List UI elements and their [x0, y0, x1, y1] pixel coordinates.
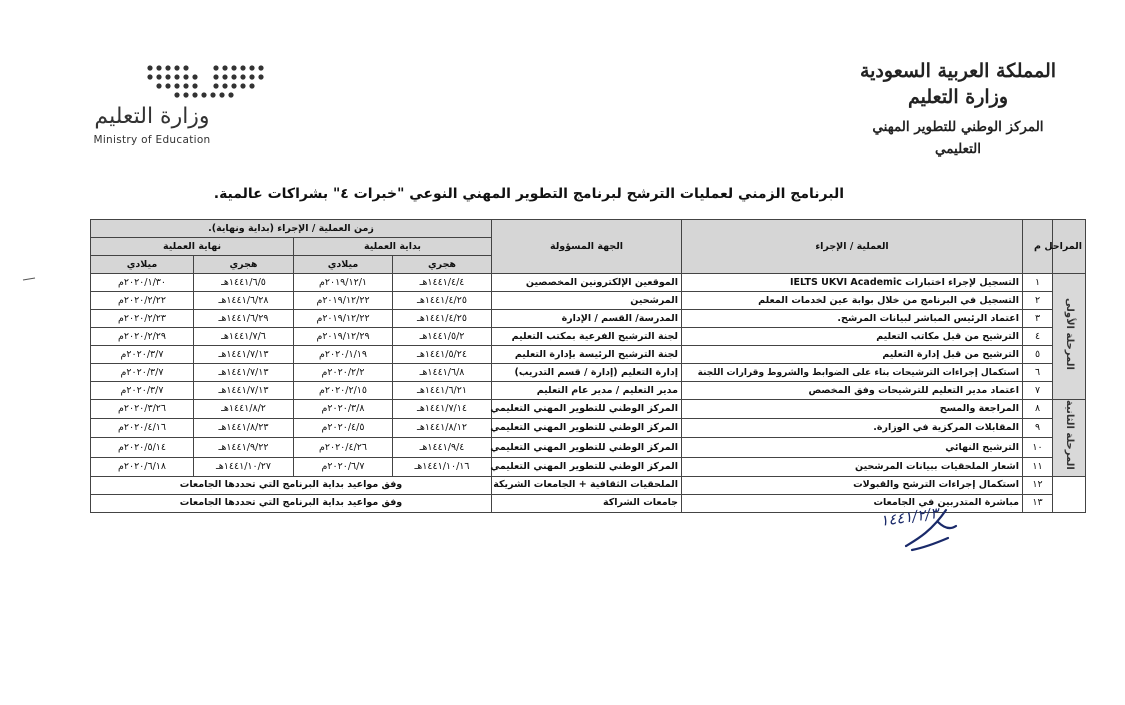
kingdom-name: المملكة العربية السعودية [859, 60, 1057, 82]
row-end-gregorian: ٢٠٢٠/٤/١٦م [91, 419, 194, 438]
header-end: نهاية العملية [91, 238, 294, 256]
row-end-gregorian: ٢٠٢٠/٦/١٨م [91, 457, 194, 476]
row-responsible: المركز الوطني للتطوير المهني التعليمي [492, 419, 682, 438]
row-num: ٨ [1023, 400, 1053, 419]
ministry-name: وزارة التعليم [907, 86, 1008, 108]
row-start-hijri: ١٤٤١/٤/٢٥هـ [393, 292, 492, 310]
row-end-hijri: ١٤٤١/٧/١٣هـ [194, 346, 294, 364]
row-process: اعتماد مدير التعليم للترشيحات وفق المخصص [682, 382, 1023, 400]
row-end-hijri: ١٤٤١/٦/٢٨هـ [194, 292, 294, 310]
row-start-gregorian: ٢٠٢٠/٢/١٥م [294, 382, 393, 400]
row-start-hijri: ١٤٤١/٧/١٤هـ [393, 400, 492, 419]
row-process: التسجيل لإجراء اختبارات IELTS UKVI Academic [682, 274, 1023, 292]
row-start-gregorian: ٢٠١٩/١٢/٢٩م [294, 328, 393, 346]
row-process: الترشيح من قبل إدارة التعليم [682, 346, 1023, 364]
row-process: استكمال إجراءات الترشح والقبولات [682, 476, 1023, 494]
document-title: البرنامج الزمني لعمليات الترشح لبرنامج التطوير المهني النوعي "خبرات ٤" بشراكات عالمية. [213, 186, 844, 202]
header-start: بداية العملية [294, 238, 492, 256]
row-process: اعتماد الرئيس المباشر لبيانات المرشح. [682, 310, 1023, 328]
row-num: ٢ [1023, 292, 1053, 310]
dots-logo-icon [146, 62, 268, 102]
row-num: ١ [1023, 274, 1053, 292]
stage-empty [1053, 476, 1086, 512]
header-end-hijri: هجري [194, 256, 294, 274]
center-name: المركز الوطني للتطوير المهني التعليمي [872, 119, 1044, 157]
table-row [91, 292, 1086, 310]
table-row [91, 400, 1086, 419]
header-start-gregorian: ميلادي [294, 256, 393, 274]
header-responsible: الجهة المسؤولة [492, 220, 682, 274]
stage-first: المرحلة الأولى [1053, 274, 1086, 400]
row-end-hijri: ١٤٤١/٩/٢٢هـ [194, 438, 294, 457]
row-responsible: المركز الوطني للتطوير المهني التعليمي [492, 400, 682, 419]
row-num: ١٠ [1023, 438, 1053, 457]
row-responsible: جامعات الشراكة [492, 494, 682, 512]
stray-mark [22, 266, 36, 270]
row-end-gregorian: ٢٠٢٠/٢/٢٣م [91, 310, 194, 328]
row-start-gregorian: ٢٠١٩/١٢/٢٢م [294, 310, 393, 328]
header-end-gregorian: ميلادي [91, 256, 194, 274]
row-end-hijri: ١٤٤١/٨/٢٣هـ [194, 419, 294, 438]
table-row [91, 364, 1086, 382]
row-end-hijri: ١٤٤١/٦/٢٩هـ [194, 310, 294, 328]
row-end-hijri: ١٤٤١/١٠/٢٧هـ [194, 457, 294, 476]
row-end-gregorian: ٢٠٢٠/١/٣٠م [91, 274, 194, 292]
logo-english-text: Ministry of Education [93, 134, 211, 146]
header-stages: المراحل [1053, 220, 1086, 274]
row-end-hijri: ١٤٤١/٦/٥هـ [194, 274, 294, 292]
row-num: ٥ [1023, 346, 1053, 364]
row-start-hijri: ١٤٤١/٩/٤هـ [393, 438, 492, 457]
table-row [91, 310, 1086, 328]
row-start-hijri: ١٤٤١/٤/٤هـ [393, 274, 492, 292]
row-responsible: لجنة الترشيح الفرعية بمكتب التعليم [492, 328, 682, 346]
row-responsible: مدير التعليم / مدير عام التعليم [492, 382, 682, 400]
row-start-hijri: ١٤٤١/٦/٢١هـ [393, 382, 492, 400]
table-row [91, 274, 1086, 292]
row-num: ١٢ [1023, 476, 1053, 494]
row-process: الترشيح النهائي [682, 438, 1023, 457]
row-end-hijri: ١٤٤١/٧/٦هـ [194, 328, 294, 346]
row-responsible: الملحقيات الثقافية + الجامعات الشريكة [492, 476, 682, 494]
row-process: مباشرة المتدربين في الجامعات [682, 494, 1023, 512]
row-dates-merged: وفق مواعيد بداية البرنامج التي تحددها الجامعات [91, 476, 492, 494]
header-num: م [1023, 220, 1053, 274]
row-responsible: المركز الوطني للتطوير المهني التعليمي [492, 438, 682, 457]
row-end-gregorian: ٢٠٢٠/٣/٢٦م [91, 400, 194, 419]
row-process: الترشيح من قبل مكاتب التعليم [682, 328, 1023, 346]
row-start-hijri: ١٤٤١/٦/٨هـ [393, 364, 492, 382]
signature-date: ١٤٤١/٢/٣ [879, 504, 940, 530]
header-time: زمن العملية / الإجراء (بداية ونهاية). [91, 220, 492, 238]
header-process: العملية / الإجراء [682, 220, 1023, 274]
table-row [91, 476, 1086, 494]
row-process: التسجيل في البرنامج من خلال بوابة عين لخدمات المعلم [682, 292, 1023, 310]
table-row [91, 346, 1086, 364]
table-row [91, 382, 1086, 400]
row-end-gregorian: ٢٠٢٠/٢/٢٩م [91, 328, 194, 346]
row-dates-merged: وفق مواعيد بداية البرنامج التي تحددها الجامعات [91, 494, 492, 512]
row-start-gregorian: ٢٠٢٠/١/١٩م [294, 346, 393, 364]
row-start-gregorian: ٢٠٢٠/٦/٧م [294, 457, 393, 476]
table-row [91, 328, 1086, 346]
row-responsible: لجنة الترشيح الرئيسة بإدارة التعليم [492, 346, 682, 364]
row-num: ٣ [1023, 310, 1053, 328]
row-responsible: إدارة التعليم (إدارة / قسم التدريب) [492, 364, 682, 382]
schedule-table [90, 219, 1086, 513]
row-num: ٤ [1023, 328, 1053, 346]
row-start-gregorian: ٢٠٢٠/٤/٢٦م [294, 438, 393, 457]
logo-arabic-text: وزارة التعليم [94, 104, 210, 129]
row-num: ١٣ [1023, 494, 1053, 512]
letterhead [848, 58, 1068, 160]
row-end-gregorian: ٢٠٢٠/٢/٢٢م [91, 292, 194, 310]
row-end-gregorian: ٢٠٢٠/٣/٧م [91, 364, 194, 382]
row-start-hijri: ١٤٤١/٤/٢٥هـ [393, 310, 492, 328]
row-start-gregorian: ٢٠١٩/١٢/١م [294, 274, 393, 292]
ministry-logo [88, 62, 268, 154]
table-row [91, 438, 1086, 457]
row-end-hijri: ١٤٤١/٧/١٣هـ [194, 364, 294, 382]
row-responsible: المركز الوطني للتطوير المهني التعليمي [492, 457, 682, 476]
table-row [91, 457, 1086, 476]
row-start-gregorian: ٢٠١٩/١٢/٢٢م [294, 292, 393, 310]
row-start-gregorian: ٢٠٢٠/٣/٨م [294, 400, 393, 419]
row-end-gregorian: ٢٠٢٠/٥/١٤م [91, 438, 194, 457]
row-start-hijri: ١٤٤١/٥/٢٤هـ [393, 346, 492, 364]
row-start-hijri: ١٤٤١/١٠/١٦هـ [393, 457, 492, 476]
row-responsible: الموقعين الإلكترونين المخصصين [492, 274, 682, 292]
row-process: اشعار الملحقيات ببيانات المرشحين [682, 457, 1023, 476]
row-num: ٧ [1023, 382, 1053, 400]
row-num: ٦ [1023, 364, 1053, 382]
row-process: المقابلات المركزية في الوزارة. [682, 419, 1023, 438]
table-row [91, 419, 1086, 438]
stage-second: المرحلة الثانية [1053, 400, 1086, 477]
row-start-gregorian: ٢٠٢٠/٤/٥م [294, 419, 393, 438]
row-process: المراجعة والمسح [682, 400, 1023, 419]
row-start-hijri: ١٤٤١/٥/٢هـ [393, 328, 492, 346]
row-end-hijri: ١٤٤١/٨/٢هـ [194, 400, 294, 419]
row-end-gregorian: ٢٠٢٠/٣/٧م [91, 382, 194, 400]
row-end-gregorian: ٢٠٢٠/٣/٧م [91, 346, 194, 364]
row-process: استكمال إجراءات الترشيحات بناء على الضوابط والشروط وقرارات اللجنة [682, 364, 1023, 382]
row-start-gregorian: ٢٠٢٠/٢/٢م [294, 364, 393, 382]
header-start-hijri: هجري [393, 256, 492, 274]
row-end-hijri: ١٤٤١/٧/١٣هـ [194, 382, 294, 400]
row-responsible: المرشحين [492, 292, 682, 310]
row-responsible: المدرسة/ القسم / الإدارة [492, 310, 682, 328]
row-num: ٩ [1023, 419, 1053, 438]
row-num: ١١ [1023, 457, 1053, 476]
signature [876, 500, 966, 560]
row-start-hijri: ١٤٤١/٨/١٢هـ [393, 419, 492, 438]
